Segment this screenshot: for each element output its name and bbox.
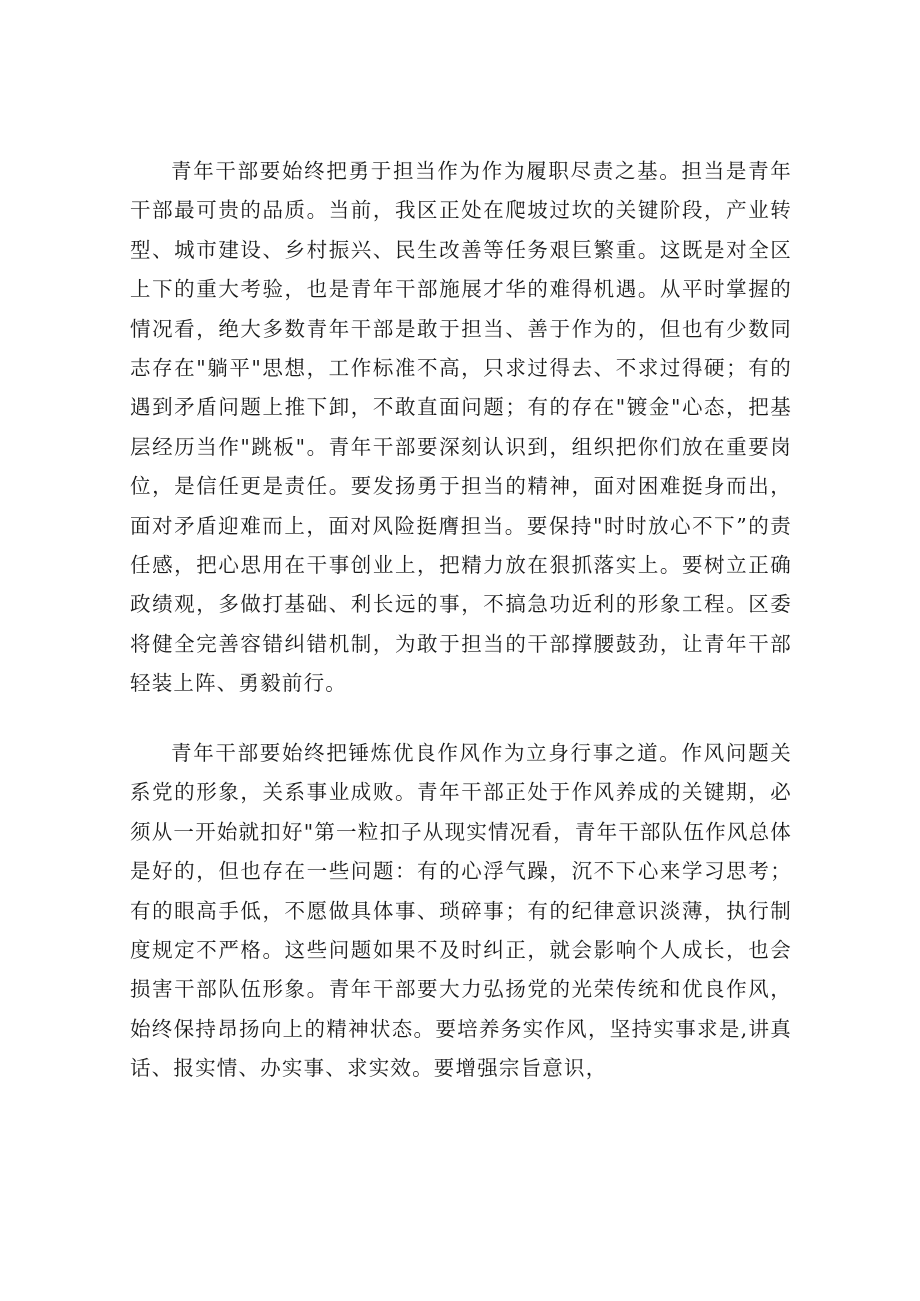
paragraph-work-style: 青年干部要始终把锤炼优良作风作为立身行事之道。作风问题关系党的形象，关系事业成败。青年干部正处于作风养成的关键期，必须从一开始就扣好"第一粒扣子从现实情况看，青年干部队伍作风总体是好的，但也存在一些问题：有的心浮气躁，沉不下心来学习思考；有的眼高手低，不愿做具体事、琐碎事；有的纪律意识淡薄，执行制度规定不严格。这些问题如果不及时纠正，就会影响个人成长，也会损害干部队伍形象。青年干部要大力弘扬党的光荣传统和优良作风，始终保持昂扬向上的精神状态。要培养务实作风，坚持实事求是,讲真话、报实情、办实事、求实效。要增强宗旨意识， — [130, 741, 792, 1081]
paragraph-responsibility: 青年干部要始终把勇于担当作为作为履职尽责之基。担当是青年干部最可贵的品质。当前，我区正处在爬坡过坎的关键阶段，产业转型、城市建设、乡村振兴、民生改善等任务艰巨繁重。这既是对全区上下的重大考验，也是青年干部施展才华的难得机遇。从平时掌握的情况看，绝大多数青年干部是敢于担当、善于作为的，但也有少数同志存在"躺平"思想，工作标准不高，只求过得去、不求过得硬；有的遇到矛盾问题上推下卸，不敢直面问题；有的存在"镀金"心态，把基层经历当作"跳板"。青年干部要深刻认识到，组织把你们放在重要岗位，是信任更是责任。要发扬勇于担当的精神，面对困难挺身而出，面对矛盾迎难而上，面对风险挺膺担当。要保持"时时放心不下”的责任感，把心思用在干事创业上，把精力放在狠抓落实上。要树立正确政绩观，多做打基础、利长远的事，不搞急功近利的形象工程。区委将健全完善容错纠错机制，为敢于担当的干部撑腰鼓劲，让青年干部轻装上阵、勇毅前行。 — [130, 159, 792, 696]
